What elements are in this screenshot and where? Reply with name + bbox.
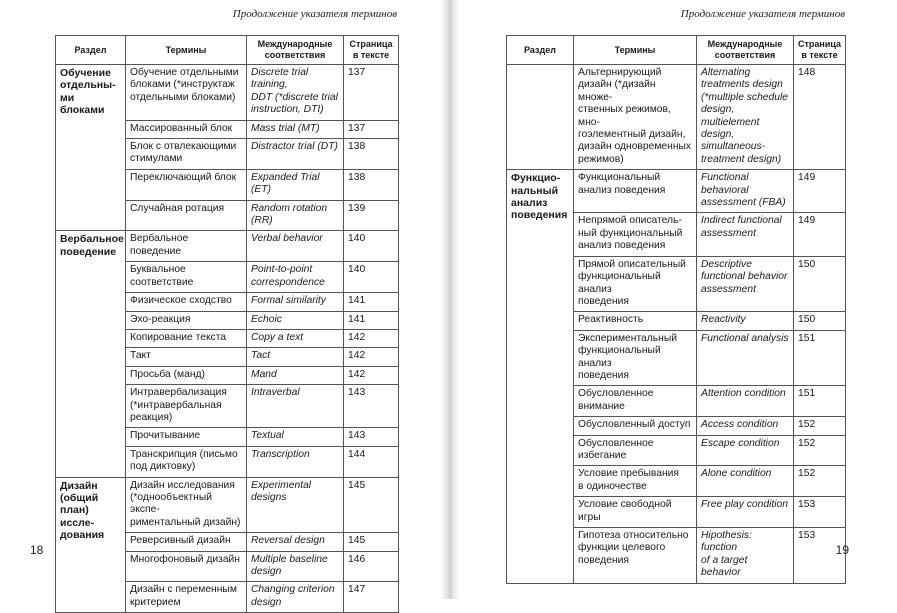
table-row xyxy=(56,477,399,533)
international-term-cell: Functional analysis xyxy=(697,330,794,386)
column-header-page: Страница в тексте xyxy=(344,36,399,65)
international-term-cell: Verbal behavior xyxy=(247,231,344,262)
term-cell: Прочитывание xyxy=(126,428,247,446)
section-name xyxy=(507,65,574,170)
page-cell: 145 xyxy=(344,477,399,533)
page-cell: 142 xyxy=(344,366,399,384)
term-cell: Интравербализация (*интравербальная реакция) xyxy=(126,385,247,428)
page-cell: 151 xyxy=(794,386,846,417)
term-cell: Транскрипция (письмо под диктовку) xyxy=(126,446,247,477)
term-cell: Обучение отдельными блоками (*инструктаж отдельными блоками) xyxy=(126,65,247,121)
international-term-cell: Copy a text xyxy=(247,329,344,347)
international-term-cell: Formal similarity xyxy=(247,293,344,311)
page-cell: 141 xyxy=(344,311,399,329)
table-row xyxy=(507,170,846,213)
page-number: 19 xyxy=(835,543,849,557)
term-cell: Альтернирующий дизайн (*дизайн множе- ственных режимов, мно- гоэлементный дизайн, дизайн одновременных режимов) xyxy=(574,65,697,170)
international-term-cell: Hipothesis: function of a target behavior xyxy=(697,528,794,584)
page-cell: 140 xyxy=(344,231,399,262)
right-page xyxy=(452,0,897,599)
international-term-cell: Point-to-point correspondence xyxy=(247,262,344,293)
left-page xyxy=(0,0,447,608)
page-cell: 137 xyxy=(344,65,399,121)
page-number: 18 xyxy=(30,543,44,557)
page-cell: 143 xyxy=(344,428,399,446)
term-cell: Такт xyxy=(126,348,247,366)
section-name: Вербальное поведение xyxy=(56,231,126,477)
international-term-cell: Escape condition xyxy=(697,435,794,466)
international-term-cell: Reactivity xyxy=(697,312,794,330)
page-cell: 141 xyxy=(344,293,399,311)
term-cell: Многофоновый дизайн xyxy=(126,551,247,582)
term-cell: Реактивность xyxy=(574,312,697,330)
term-cell: Обусловленное внимание xyxy=(574,386,697,417)
term-cell: Реверсивный дизайн xyxy=(126,533,247,551)
running-header: Продолжение указателя терминов xyxy=(680,8,845,20)
column-header-terms: Термины xyxy=(126,36,247,65)
page-cell: 140 xyxy=(344,262,399,293)
term-cell: Прямой описательный функциональный анализ поведения xyxy=(574,256,697,312)
term-cell: Экспериментальный функциональный анализ поведения xyxy=(574,330,697,386)
page-cell: 144 xyxy=(344,446,399,477)
term-cell: Дизайн исследования (*однообъектный экспе- риментальный дизайн) xyxy=(126,477,247,533)
international-term-cell: Mand xyxy=(247,366,344,384)
international-term-cell: Alternating treatments design (*multiple schedule design, multielement design, simultaneous- treatment design) xyxy=(697,65,794,170)
table-row xyxy=(56,231,399,262)
international-term-cell: Attention condition xyxy=(697,386,794,417)
term-cell: Случайная ротация xyxy=(126,200,247,231)
page-cell: 152 xyxy=(794,417,846,435)
international-term-cell: Functional behavioral assessment (FBA) xyxy=(697,170,794,213)
international-term-cell: Discrete trial training, DDT (*discrete trial instruction, DTI) xyxy=(247,65,344,121)
term-cell: Блок с отвлекающими стимулами xyxy=(126,139,247,170)
term-cell: Копирование текста xyxy=(126,329,247,347)
international-term-cell: Tact xyxy=(247,348,344,366)
page-cell: 138 xyxy=(344,169,399,200)
column-header-terms: Термины xyxy=(574,36,697,65)
page-cell: 142 xyxy=(344,329,399,347)
column-header-section: Раздел xyxy=(56,36,126,65)
international-term-cell: Echoic xyxy=(247,311,344,329)
page-cell: 150 xyxy=(794,256,846,312)
international-term-cell: Experimental designs xyxy=(247,477,344,533)
term-cell: Буквальное соответствие xyxy=(126,262,247,293)
page-cell: 143 xyxy=(344,385,399,428)
term-cell: Эхо-реакция xyxy=(126,311,247,329)
page-cell: 149 xyxy=(794,213,846,256)
international-term-cell: Access condition xyxy=(697,417,794,435)
page-cell: 149 xyxy=(794,170,846,213)
term-cell: Массированный блок xyxy=(126,120,247,138)
international-term-cell: Intraverbal xyxy=(247,385,344,428)
international-term-cell: Expanded Trial (ET) xyxy=(247,169,344,200)
table-header-row xyxy=(56,36,399,65)
international-term-cell: Reversal design xyxy=(247,533,344,551)
section-name: Дизайн (общий план) иссле- дования xyxy=(56,477,126,613)
column-header-section: Раздел xyxy=(507,36,574,65)
column-header-page: Страница в тексте xyxy=(794,36,846,65)
page-cell: 153 xyxy=(794,497,846,528)
international-term-cell: Transcription xyxy=(247,446,344,477)
term-cell: Непрямой описатель- ный функциональный анализ поведения xyxy=(574,213,697,256)
term-cell: Условие свободной игры xyxy=(574,497,697,528)
column-header-international: Международные соответствия xyxy=(697,36,794,65)
running-header: Продолжение указателя терминов xyxy=(232,8,397,20)
term-cell: Вербальное поведение xyxy=(126,231,247,262)
page-cell: 152 xyxy=(794,435,846,466)
page-cell: 150 xyxy=(794,312,846,330)
page-cell: 137 xyxy=(344,120,399,138)
table-header-row xyxy=(507,36,846,65)
page-cell: 139 xyxy=(344,200,399,231)
international-term-cell: Indirect functional assessment xyxy=(697,213,794,256)
section-name: Функцио- нальный анализ поведения xyxy=(507,170,574,583)
international-term-cell: Multiple baseline design xyxy=(247,551,344,582)
international-term-cell: Distractor trial (DT) xyxy=(247,139,344,170)
page-cell: 147 xyxy=(344,582,399,613)
page-cell: 138 xyxy=(344,139,399,170)
term-cell: Физическое сходство xyxy=(126,293,247,311)
international-term-cell: Free play condition xyxy=(697,497,794,528)
page-cell: 146 xyxy=(344,551,399,582)
table-row xyxy=(507,65,846,170)
term-cell: Условие пребывания в одиночестве xyxy=(574,466,697,497)
international-term-cell: Textual xyxy=(247,428,344,446)
book-gutter xyxy=(440,0,460,599)
term-cell: Просьба (манд) xyxy=(126,366,247,384)
table-row xyxy=(56,65,399,121)
term-cell: Переключающий блок xyxy=(126,169,247,200)
term-cell: Дизайн с переменным критерием xyxy=(126,582,247,613)
international-term-cell: Random rotation (RR) xyxy=(247,200,344,231)
page-cell: 151 xyxy=(794,330,846,386)
page-cell: 153 xyxy=(794,528,846,584)
page-cell: 148 xyxy=(794,65,846,170)
section-name: Обучение отдельны- ми блоками xyxy=(56,65,126,231)
terms-table xyxy=(55,35,399,613)
international-term-cell: Alone condition xyxy=(697,466,794,497)
term-cell: Обусловленное избегание xyxy=(574,435,697,466)
term-cell: Обусловленный доступ xyxy=(574,417,697,435)
international-term-cell: Mass trial (MT) xyxy=(247,120,344,138)
term-cell: Гипотеза относительно функции целевого поведения xyxy=(574,528,697,584)
terms-table xyxy=(506,35,846,584)
page-cell: 152 xyxy=(794,466,846,497)
term-cell: Функциональный анализ поведения xyxy=(574,170,697,213)
column-header-international: Международные соответствия xyxy=(247,36,344,65)
international-term-cell: Descriptive functional behavior assessment xyxy=(697,256,794,312)
page-cell: 142 xyxy=(344,348,399,366)
page-cell: 145 xyxy=(344,533,399,551)
international-term-cell: Changing criterion design xyxy=(247,582,344,613)
